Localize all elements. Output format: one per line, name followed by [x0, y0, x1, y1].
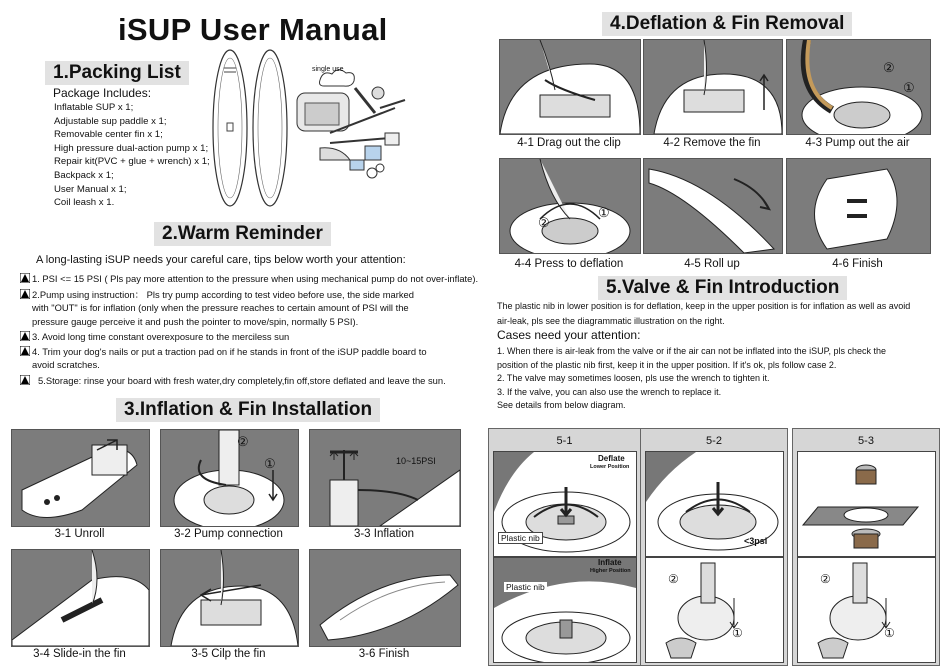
deflate-label: Deflate [598, 454, 625, 463]
warm-tips [20, 272, 478, 387]
warm-heading: 2.Warm Reminder [154, 222, 331, 246]
caption-4-5: 4-5 Roll up [684, 258, 740, 270]
list-item: High pressure dual-action pump x 1; [54, 142, 209, 154]
tip-2-line-3: pressure gauge perceive it and push the pointer to move/spin, normally 5 PSI). [32, 315, 359, 327]
list-item: Backpack x 1; [54, 169, 114, 181]
caption-3-3: 3-3 Inflation [353, 528, 415, 540]
list-item: Adjustable sup paddle x 1; [54, 115, 167, 127]
packing-subheading: Package Includes: [53, 86, 152, 100]
warning-icon [20, 346, 30, 356]
deflate-figure [493, 451, 637, 557]
figure-3-3-inflation [309, 429, 461, 527]
caption-3-2: 3-2 Pump connection [174, 528, 283, 540]
single-use-label: single use [312, 66, 344, 73]
cases-heading: Cases need your attention: [497, 328, 641, 342]
diagram-5-1: 5-1 Deflate Lower Position Plastic nib Inflate Higher Position Plastic nib [488, 428, 641, 666]
figure-4-5-roll-up [643, 158, 783, 254]
deflate-sub-label: Lower Position [590, 464, 630, 470]
inflate-label: Inflate [598, 558, 622, 567]
valve-intro: The plastic nib in lower position is for deflation, keep in the upper position is for inflation as well as avoid air-leak, pls see the diagrammatic illustration on the right. [497, 301, 911, 326]
cases-list [497, 345, 886, 413]
caption-4-4: 4-4 Press to deflation [514, 258, 624, 270]
valve-tighten-figure [645, 557, 784, 663]
caption-3-1: 3-1 Unroll [54, 528, 105, 540]
caption-3-5: 3-5 Cilp the fin [191, 648, 266, 660]
tip-5: 5.Storage: rinse your board with fresh water,dry completely,fin off,store deflated and leave the sun. [20, 374, 478, 388]
list-item: 1. When there is air-leak from the valve or if the air can not be inflated into the iSUP, pls check the [497, 346, 887, 356]
packing-illustration [200, 48, 440, 218]
figure-4-4-press-deflation [499, 158, 641, 254]
step-mark-1: ① [264, 456, 276, 471]
tip-3: 3. Avoid long time constant overexposure to the merciless sun [20, 330, 478, 344]
warning-icon [20, 273, 30, 283]
tip-4: 4. Trim your dog's nails or put a traction pad on if he stands in front of the iSUP paddle board to [20, 345, 478, 359]
psi-label: <3psi [744, 536, 768, 546]
step-mark-2: ② [237, 434, 249, 449]
warning-icon [20, 375, 30, 385]
tip-2-line-2: with "OUT" is for inflation (only when the pressure reaches to certain amount of PSI will the [32, 302, 409, 313]
psi-label: 10~15PSI [396, 456, 436, 466]
figure-4-1-drag-clip [499, 39, 641, 135]
caption-4-1: 4-1 Drag out the clip [517, 137, 621, 149]
tip-2: 2.Pump using instruction： Pls try pump according to test video before use, the side marked [20, 288, 478, 302]
inflation-heading: 3.Inflation & Fin Installation [116, 398, 380, 422]
list-item: Coil leash x 1. [54, 197, 115, 209]
list-item: position of the plastic nib first, keep it in the upper position. If it's ok, pls follow case 2. [497, 359, 837, 370]
list-item: See details from below diagram. [497, 400, 626, 411]
valve-wrench-figure [797, 557, 936, 663]
step-mark-1: ① [884, 626, 895, 640]
list-item: Repair kit(PVC + glue + wrench) x 1; [54, 156, 210, 168]
figure-3-5-clip-fin [160, 549, 299, 647]
page-title: iSUP User Manual [118, 12, 388, 47]
plastic-nib-label: Plastic nib [506, 582, 545, 592]
step-mark-2: ② [883, 60, 895, 75]
step-mark-1: ① [903, 80, 915, 95]
deflation-heading: 4.Deflation & Fin Removal [602, 12, 852, 36]
tip-1: 1. PSI <= 15 PSI ( Pls pay more attention to the pressure when using mechanical pump do not over-inflate). [20, 272, 478, 286]
step-mark-1: ① [598, 205, 610, 220]
figure-3-4-slide-in-fin [11, 549, 150, 647]
diagram-5-3: 5-3 ② ① [792, 428, 940, 666]
caption-4-3: 4-3 Pump out the air [805, 137, 910, 149]
figure-4-3-pump-out-air [786, 39, 931, 135]
plastic-nib-label: Plastic nib [498, 532, 543, 544]
step-mark-1: ① [732, 626, 743, 640]
list-item: 2. The valve may sometimes loosen, pls use the wrench to tighten it. [497, 373, 770, 384]
step-mark-2: ② [538, 215, 550, 230]
warning-icon [20, 331, 30, 341]
valve-pressure-figure [645, 451, 784, 557]
tip-4-line-2: avoid scratches. [32, 359, 100, 370]
caption-4-6: 4-6 Finish [832, 258, 883, 270]
figure-3-2-pump-connection [160, 429, 299, 527]
packing-heading: 1.Packing List [45, 61, 189, 85]
step-mark-2: ② [668, 572, 679, 586]
caption-4-2: 4-2 Remove the fin [663, 137, 761, 149]
packing-list [54, 101, 210, 210]
figure-4-2-remove-fin [643, 39, 783, 135]
list-item: 3. If the valve, you can also use the wrench to replace it. [497, 386, 722, 397]
warning-icon [20, 289, 30, 299]
caption-3-6: 3-6 Finish [358, 648, 410, 660]
figure-3-6-finish [309, 549, 461, 647]
diagram-5-2: 5-2 <3psi ② ① [640, 428, 788, 666]
caption-3-4: 3-4 Slide-in the fin [33, 648, 126, 660]
warm-intro: A long-lasting iSUP needs your careful care, tips below worth your attention: [36, 254, 406, 266]
inflate-figure [493, 557, 637, 663]
list-item: Removable center fin x 1; [54, 129, 163, 141]
figure-3-1-unroll [11, 429, 150, 527]
list-item: Inflatable SUP x 1; [54, 102, 134, 113]
step-mark-2: ② [820, 572, 831, 586]
inflate-sub-label: Higher Position [590, 568, 631, 574]
list-item: User Manual x 1; [54, 183, 127, 195]
valve-heading: 5.Valve & Fin Introduction [598, 276, 847, 300]
figure-4-6-finish [786, 158, 931, 254]
valve-replace-figure [797, 451, 936, 557]
